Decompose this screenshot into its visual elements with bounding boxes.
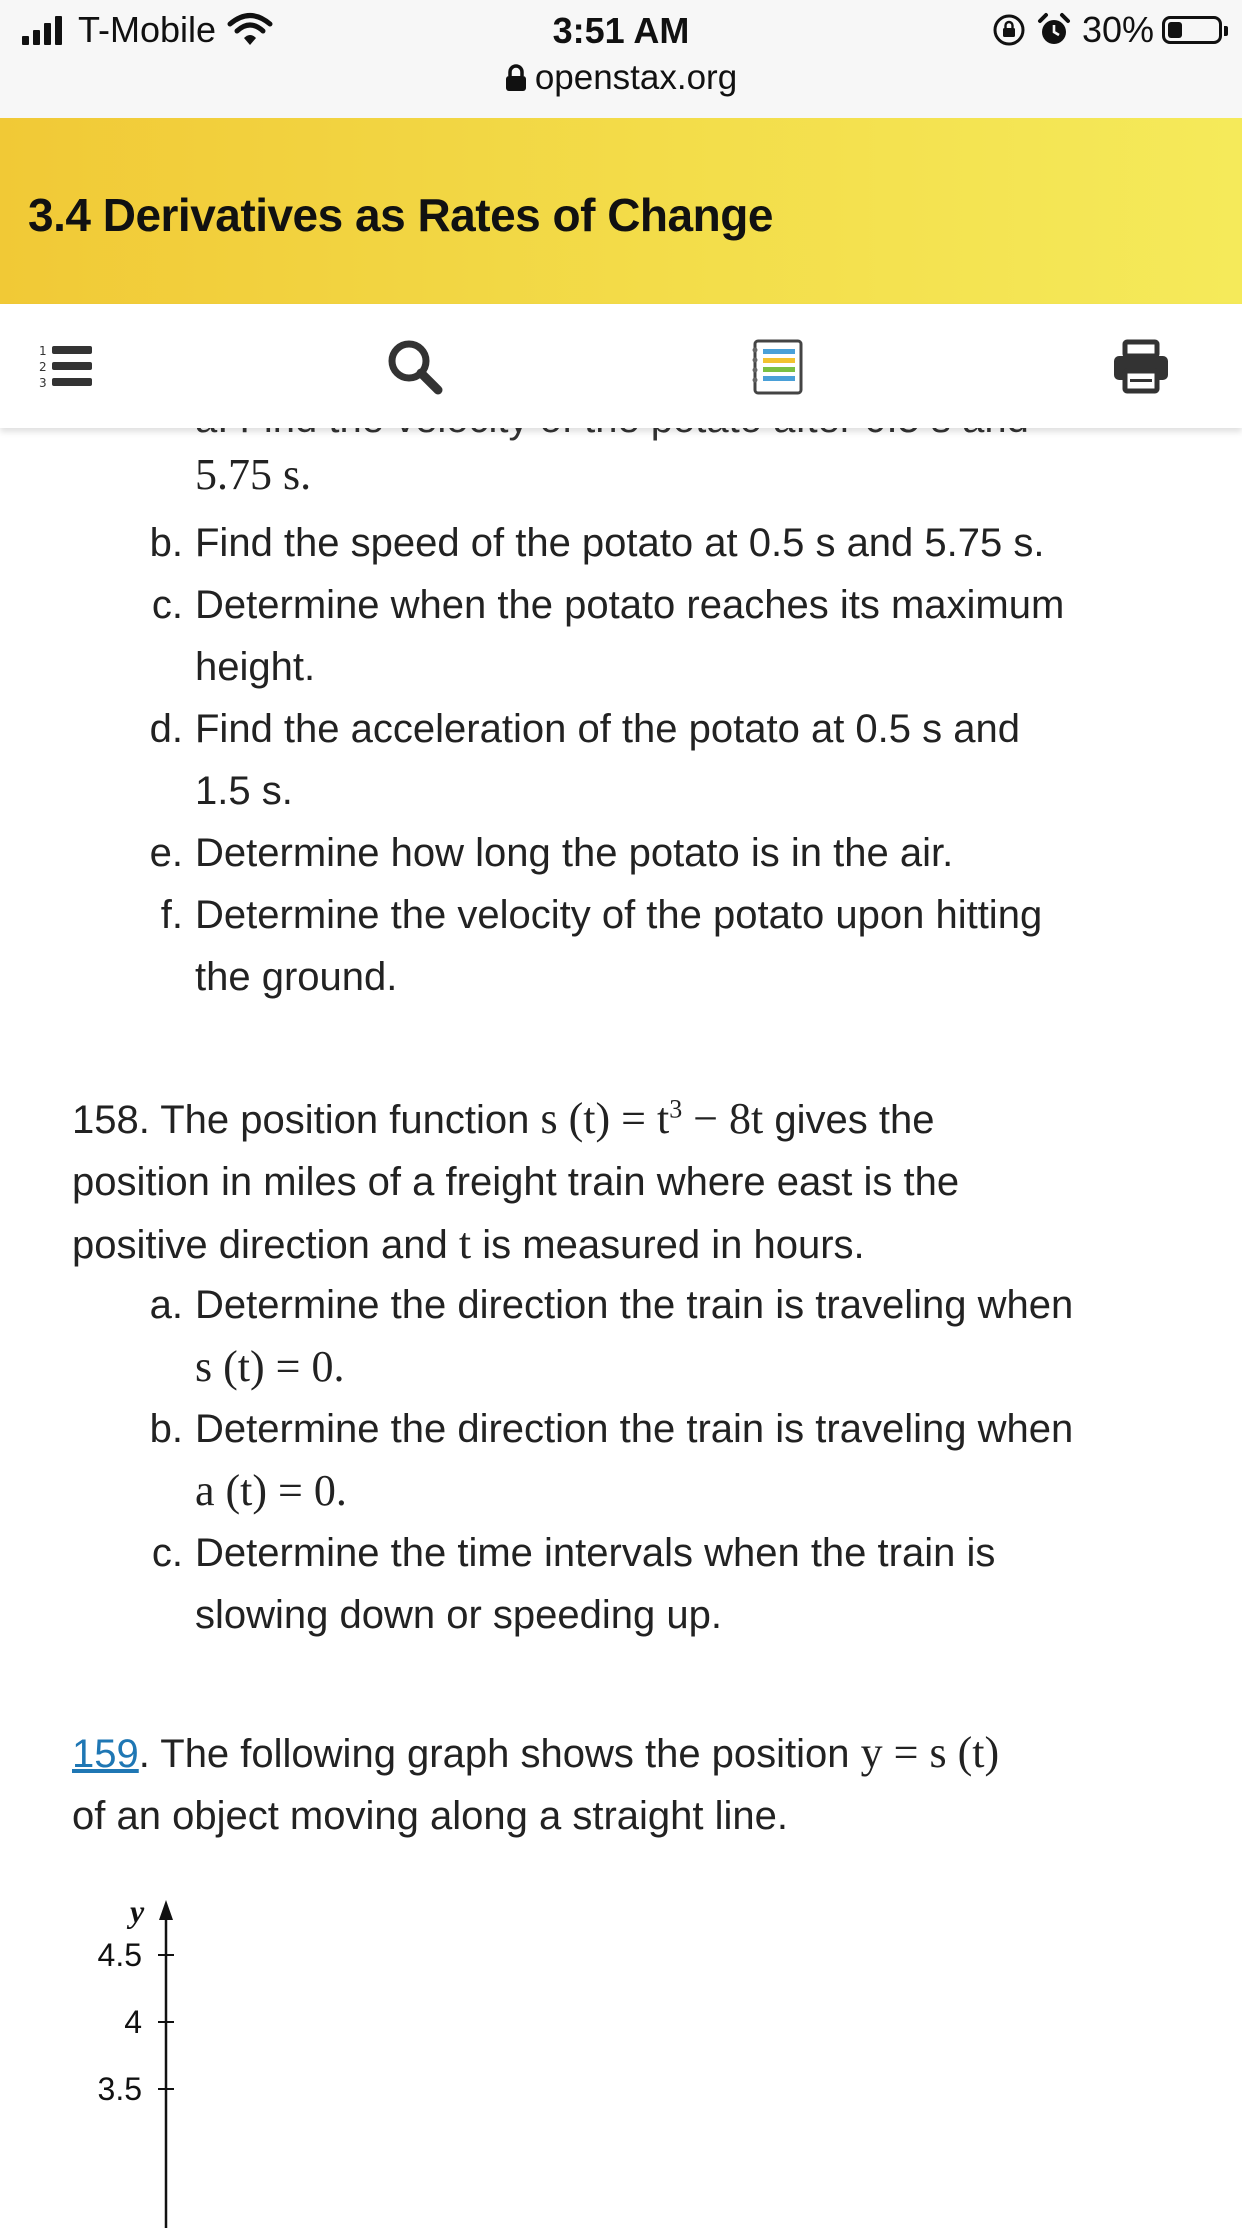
y-tick-label: 4	[124, 2004, 142, 2040]
page-title: 3.4 Derivatives as Rates of Change	[28, 189, 773, 241]
problem-158-intro-end: gives the	[763, 1098, 935, 1142]
url-text: openstax.org	[534, 58, 738, 97]
notebook-button[interactable]	[742, 332, 812, 402]
problem-159-link[interactable]: 159	[72, 1732, 139, 1776]
list-marker: d.	[149, 707, 183, 751]
list-item	[149, 512, 1195, 574]
list-marker: e.	[149, 831, 183, 875]
table-of-contents-button[interactable]	[32, 332, 102, 402]
position-graph	[60, 1888, 460, 2228]
list-item-text: Determine the time intervals when the train is	[195, 1531, 996, 1575]
notebook-icon	[749, 338, 805, 396]
function-rhs: − 8t	[682, 1094, 764, 1143]
section-banner	[0, 118, 1242, 304]
y-axis-arrow	[159, 1900, 173, 1920]
toolbar	[0, 304, 1242, 428]
list-item-text: Determine the velocity of the potato upon hitting	[195, 893, 1043, 937]
list-item-math: s (t) = 0.	[195, 1342, 345, 1391]
list-marker: a.	[149, 1283, 183, 1327]
svg-text:2: 2	[39, 360, 47, 374]
print-icon	[1111, 339, 1171, 395]
problem-159-text: . The following graph shows the position	[138, 1732, 861, 1776]
list-item	[151, 574, 1195, 698]
problem-158-line2: position in miles of a freight train where east is the	[72, 1160, 960, 1204]
list-item	[151, 1522, 1195, 1646]
problem-158-line3: positive direction and	[72, 1223, 459, 1267]
list-item-text: Determine the direction the train is traveling when	[195, 1407, 1074, 1451]
list-item	[149, 1398, 1195, 1523]
list-item-text: Determine when the potato reaches its maximum	[195, 583, 1065, 627]
list-item-text: the ground.	[195, 955, 398, 999]
list-marker: b.	[149, 1407, 183, 1451]
y-tick-label: 4.5	[97, 1937, 142, 1973]
problem-159-math: y = s (t)	[860, 1728, 1000, 1777]
print-button[interactable]	[1106, 332, 1176, 402]
problem-158-line3-end: is measured in hours.	[471, 1223, 865, 1267]
list-item-text: Determine how long the potato is in the air.	[195, 831, 954, 875]
list-marker: c.	[151, 1531, 183, 1575]
list-item-math: a (t) = 0.	[195, 1466, 347, 1515]
time-variable: t	[458, 1219, 472, 1268]
position-function	[540, 1094, 763, 1143]
rotation-lock-icon	[992, 13, 1026, 47]
list-item-text: slowing down or speeding up.	[195, 1593, 723, 1637]
problem-159-line2: of an object moving along a straight line.	[72, 1794, 788, 1838]
battery-icon	[1162, 16, 1222, 44]
list-item-text: 1.5 s.	[195, 769, 293, 813]
search-icon	[386, 338, 444, 396]
list-marker: c.	[151, 583, 183, 627]
status-right	[992, 10, 1222, 50]
svg-text:3: 3	[39, 376, 47, 390]
list-item	[149, 822, 1195, 884]
list-item-text: height.	[195, 645, 316, 689]
list-item	[160, 884, 1195, 1008]
clock: 3:51 AM	[552, 10, 690, 51]
list-item-text: Determine the direction the train is traveling when	[195, 1283, 1074, 1327]
function-exponent: 3	[669, 1094, 683, 1124]
list-item	[149, 1274, 1195, 1399]
problem-159	[72, 1722, 1202, 1847]
function-lhs: s (t) = t	[540, 1094, 670, 1143]
carrier-name: T-Mobile	[78, 9, 217, 50]
problem-158	[72, 1088, 1202, 1276]
content-area	[0, 428, 1242, 2208]
y-tick-label: 3.5	[97, 2071, 142, 2107]
url-bar[interactable]	[0, 58, 1242, 98]
status-bar	[0, 0, 1242, 118]
svg-text:1: 1	[39, 344, 47, 358]
list-marker: b.	[149, 521, 183, 565]
list-item	[149, 698, 1195, 822]
list-item-text: Find the speed of the potato at 0.5 s and 5.75 s.	[195, 521, 1045, 565]
battery-percent: 30%	[1081, 9, 1154, 50]
list-item-text: Find the acceleration of the potato at 0.5 s and	[195, 707, 1020, 751]
item-a-continuation: 5.75 s.	[195, 450, 312, 499]
list-marker: f.	[160, 893, 183, 937]
battery-fill	[1168, 22, 1182, 38]
alarm-icon	[1036, 12, 1072, 48]
y-axis-label: y	[130, 1893, 145, 1929]
search-button[interactable]	[380, 332, 450, 402]
lock-icon	[505, 64, 527, 92]
problem-158-intro: 158. The position function	[72, 1098, 541, 1142]
table-of-contents-icon	[38, 342, 96, 392]
